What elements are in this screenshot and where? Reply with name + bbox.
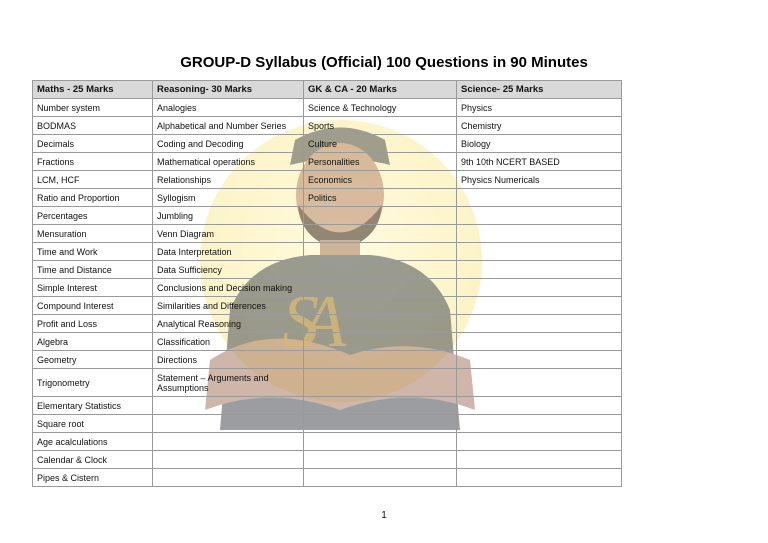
- reasoning-cell: Syllogism: [153, 189, 304, 207]
- science-cell: [457, 207, 622, 225]
- table-row: [33, 261, 622, 279]
- gk-ca-cell: [304, 261, 457, 279]
- science-cell: [457, 279, 622, 297]
- science-cell: [457, 469, 622, 487]
- maths-cell: Square root: [33, 415, 153, 433]
- reasoning-cell: [153, 451, 304, 469]
- table-row: [33, 433, 622, 451]
- maths-cell: Compound Interest: [33, 297, 153, 315]
- gk-ca-cell: [304, 451, 457, 469]
- table-row: [33, 171, 622, 189]
- maths-cell: Profit and Loss: [33, 315, 153, 333]
- header-reasoning: Reasoning- 30 Marks: [153, 81, 304, 99]
- science-cell: [457, 433, 622, 451]
- science-cell: [457, 261, 622, 279]
- science-cell: [457, 369, 622, 397]
- gk-ca-cell: Culture: [304, 135, 457, 153]
- reasoning-cell: Conclusions and Decision making: [153, 279, 304, 297]
- science-cell: [457, 315, 622, 333]
- table-row: [33, 297, 622, 315]
- maths-cell: Calendar & Clock: [33, 451, 153, 469]
- science-cell: [457, 243, 622, 261]
- gk-ca-cell: [304, 469, 457, 487]
- table-header-row: [33, 81, 622, 99]
- watermark-logo: SA: [282, 281, 329, 363]
- reasoning-cell: Statement – Arguments and Assumptions: [153, 369, 304, 397]
- maths-cell: LCM, HCF: [33, 171, 153, 189]
- science-cell: [457, 225, 622, 243]
- table-row: [33, 135, 622, 153]
- science-cell: 9th 10th NCERT BASED: [457, 153, 622, 171]
- gk-ca-cell: [304, 415, 457, 433]
- maths-cell: Decimals: [33, 135, 153, 153]
- reasoning-cell: [153, 433, 304, 451]
- table-row: [33, 189, 622, 207]
- science-cell: Biology: [457, 135, 622, 153]
- maths-cell: Time and Work: [33, 243, 153, 261]
- maths-cell: Simple Interest: [33, 279, 153, 297]
- gk-ca-cell: [304, 369, 457, 397]
- reasoning-cell: Analytical Reasoning: [153, 315, 304, 333]
- maths-cell: Ratio and Proportion: [33, 189, 153, 207]
- gk-ca-cell: Sports: [304, 117, 457, 135]
- maths-cell: Pipes & Cistern: [33, 469, 153, 487]
- maths-cell: Geometry: [33, 351, 153, 369]
- reasoning-cell: Coding and Decoding: [153, 135, 304, 153]
- reasoning-cell: [153, 469, 304, 487]
- table-row: [33, 117, 622, 135]
- reasoning-cell: Venn Diagram: [153, 225, 304, 243]
- science-cell: Physics: [457, 99, 622, 117]
- maths-cell: Age acalculations: [33, 433, 153, 451]
- table-body: [33, 99, 622, 487]
- reasoning-cell: Mathematical operations: [153, 153, 304, 171]
- table-row: [33, 225, 622, 243]
- table-row: [33, 397, 622, 415]
- header-maths: Maths - 25 Marks: [33, 81, 153, 99]
- gk-ca-cell: [304, 279, 457, 297]
- reasoning-cell: [153, 397, 304, 415]
- table-row: [33, 153, 622, 171]
- gk-ca-cell: [304, 225, 457, 243]
- table-row: [33, 243, 622, 261]
- document-title: GROUP-D Syllabus (Official) 100 Questions in 90 Minutes: [180, 54, 588, 71]
- maths-cell: Percentages: [33, 207, 153, 225]
- syllabus-table: [32, 80, 622, 487]
- reasoning-cell: Analogies: [153, 99, 304, 117]
- science-cell: [457, 333, 622, 351]
- gk-ca-cell: Personalities: [304, 153, 457, 171]
- gk-ca-cell: [304, 433, 457, 451]
- gk-ca-cell: [304, 397, 457, 415]
- maths-cell: Algebra: [33, 333, 153, 351]
- page-number: 1: [381, 510, 387, 521]
- maths-cell: Number system: [33, 99, 153, 117]
- science-cell: [457, 397, 622, 415]
- table-row: [33, 279, 622, 297]
- reasoning-cell: Relationships: [153, 171, 304, 189]
- gk-ca-cell: [304, 243, 457, 261]
- reasoning-cell: Similarities and Differences: [153, 297, 304, 315]
- science-cell: Chemistry: [457, 117, 622, 135]
- gk-ca-cell: [304, 351, 457, 369]
- maths-cell: Elementary Statistics: [33, 397, 153, 415]
- gk-ca-cell: Politics: [304, 189, 457, 207]
- science-cell: [457, 351, 622, 369]
- science-cell: [457, 297, 622, 315]
- gk-ca-cell: [304, 207, 457, 225]
- reasoning-cell: Jumbling: [153, 207, 304, 225]
- maths-cell: Time and Distance: [33, 261, 153, 279]
- table-row: [33, 315, 622, 333]
- table-row: [33, 351, 622, 369]
- maths-cell: BODMAS: [33, 117, 153, 135]
- header-science: Science- 25 Marks: [457, 81, 622, 99]
- reasoning-cell: Data Sufficiency: [153, 261, 304, 279]
- table-row: [33, 369, 622, 397]
- maths-cell: Fractions: [33, 153, 153, 171]
- science-cell: [457, 451, 622, 469]
- table-row: [33, 99, 622, 117]
- gk-ca-cell: [304, 333, 457, 351]
- maths-cell: Trigonometry: [33, 369, 153, 397]
- gk-ca-cell: [304, 315, 457, 333]
- table-row: [33, 469, 622, 487]
- reasoning-cell: Directions: [153, 351, 304, 369]
- reasoning-cell: Classification: [153, 333, 304, 351]
- gk-ca-cell: [304, 297, 457, 315]
- table-row: [33, 207, 622, 225]
- maths-cell: Mensuration: [33, 225, 153, 243]
- table-row: [33, 415, 622, 433]
- science-cell: [457, 189, 622, 207]
- header-gk-ca: GK & CA - 20 Marks: [304, 81, 457, 99]
- gk-ca-cell: Science & Technology: [304, 99, 457, 117]
- table-row: [33, 451, 622, 469]
- reasoning-cell: Data Interpretation: [153, 243, 304, 261]
- reasoning-cell: [153, 415, 304, 433]
- table-row: [33, 333, 622, 351]
- reasoning-cell: Alphabetical and Number Series: [153, 117, 304, 135]
- science-cell: [457, 415, 622, 433]
- science-cell: Physics Numericals: [457, 171, 622, 189]
- gk-ca-cell: Economics: [304, 171, 457, 189]
